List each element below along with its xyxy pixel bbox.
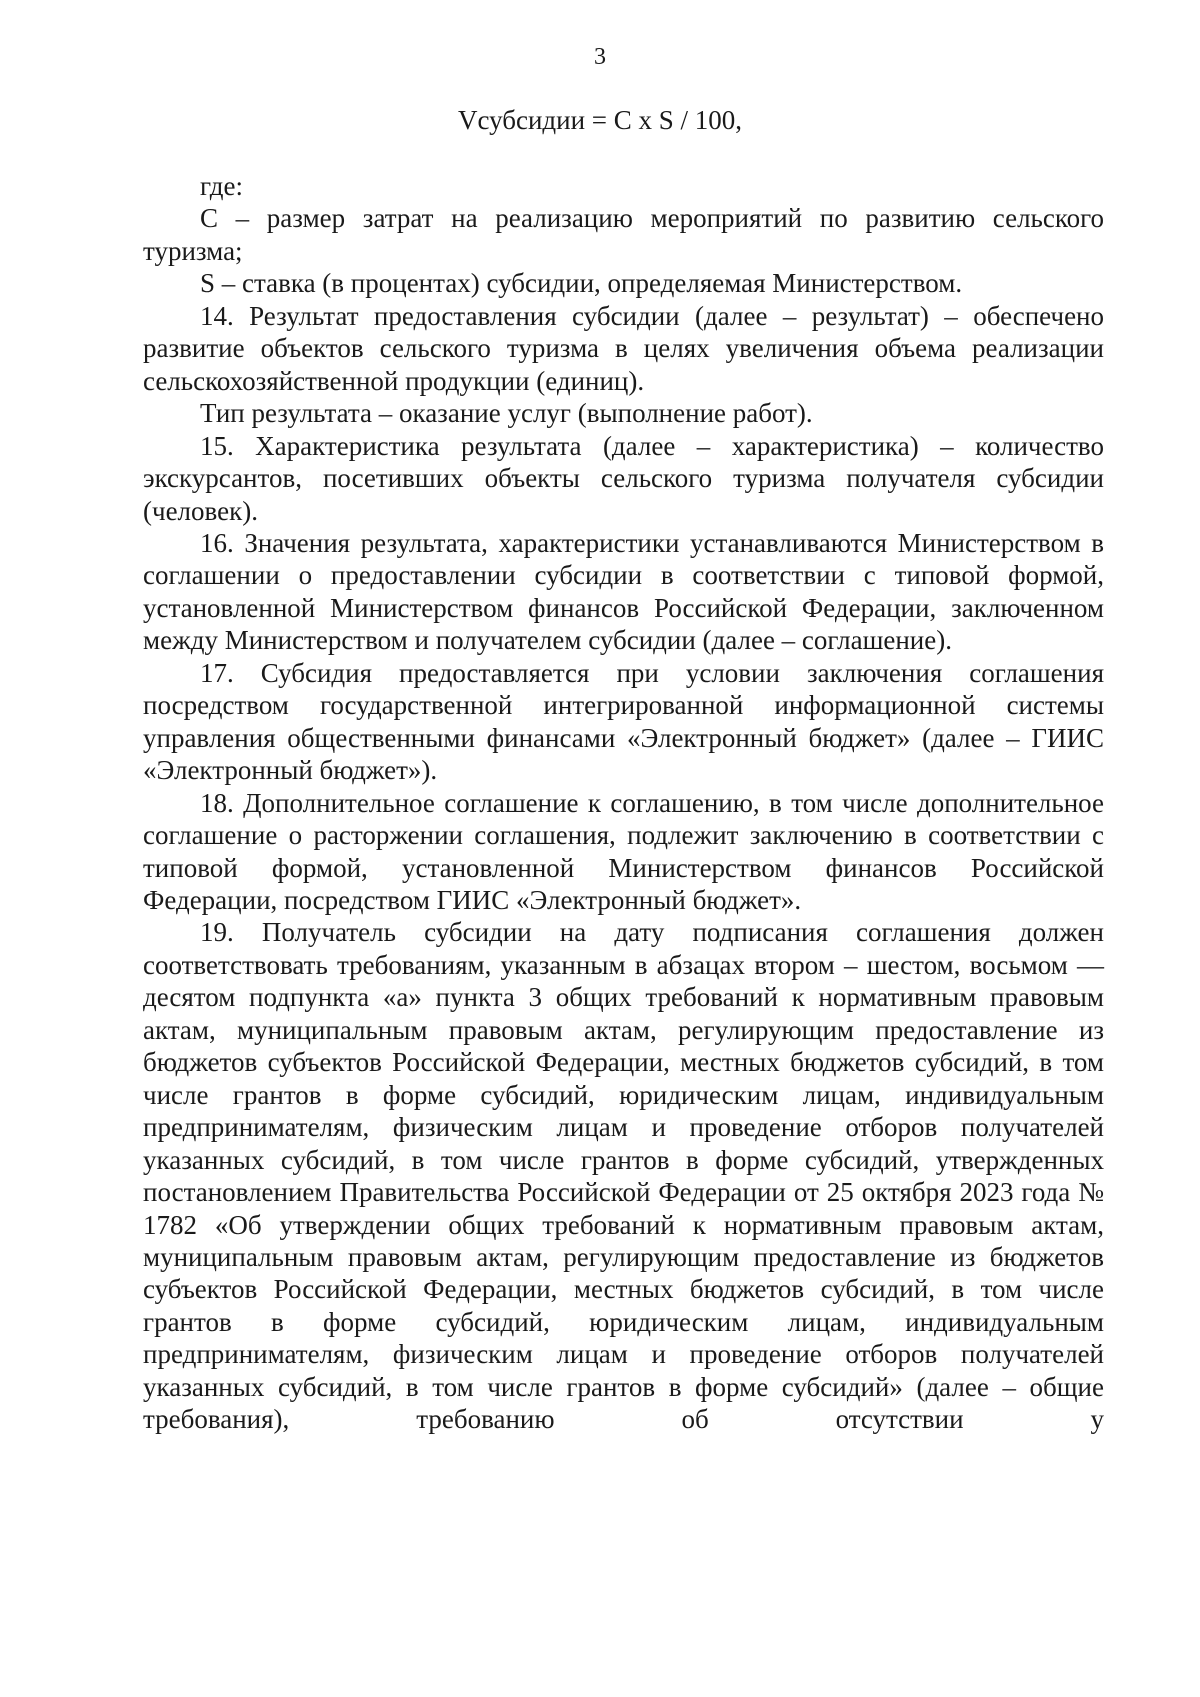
page-number: 3 [594, 44, 606, 70]
paragraph-result-type: Тип результата – оказание услуг (выполнение работ). [200, 398, 813, 429]
paragraph-14: 14. Результат предоставления субсидии (далее – результат) – обеспечено развитие объектов сельского туризма в целях увеличения объема реализации сельскохозяйственной продукции (единиц). [143, 300, 1104, 396]
paragraph-definition-s: S – ставка (в процентах) субсидии, определяемая Министерством. [200, 268, 963, 299]
paragraph-where: где: [200, 171, 243, 201]
document-body [143, 170, 1104, 1436]
paragraph-17: 17. Субсидия предоставляется при условии заключения соглашения посредством государственной интегрированной информационной системы управления общественными финансами «Электронный бюджет» (далее – ГИИС «Электронный бюджет»). [143, 657, 1104, 786]
paragraph-16: 16. Значения результата, характеристики устанавливаются Министерством в соглашении о предоставлении субсидии в соответствии с типовой формой, установленной Министерством финансов Российской Федерации, заключенном между Министерством и получателем субсидии (далее – соглашение). [143, 527, 1104, 656]
paragraph-15: 15. Характеристика результата (далее – характеристика) – количество экскурсантов, посетивших объекты сельского туризма получателя субсидии (человек). [143, 430, 1104, 526]
paragraph-18: 18. Дополнительное соглашение к соглашению, в том числе дополнительное соглашение о расторжении соглашения, подлежит заключению в соответствии с типовой формой, установленной Министерством финансов Российской Федерации, посредством ГИИС «Электронный бюджет». [143, 787, 1104, 915]
subsidy-formula: Vсубсидии = C x S / 100, [457, 105, 743, 135]
paragraph-19: 19. Получатель субсидии на дату подписания соглашения должен соответствовать требованиям, указанным в абзацах втором – шестом, восьмом — десятом подпункта «а» пункта 3 общих требований к нормативным правовым актам, муниципальным правовым актам, регулирующим предоставление из бюджетов субъектов Российской Федерации, местных бюджетов субсидий, в том числе грантов в форме субсидий, юридическим лицам, индивидуальным предпринимателям, физическим лицам и проведение отборов получателей указанных субсидий, в том числе грантов в форме субсидий, утвержденных постановлением Правительства Российской Федерации от 25 октября 2023 года № 1782 «Об утверждении общих требований к нормативным правовым актам, муниципальным правовым актам, регулирующим предоставление из бюджетов субъектов Российской Федерации, местных бюджетов субсидий, в том числе грантов в форме субсидий, юридическим лицам, индивидуальным предпринимателям, физическим лицам и проведение отборов получателей указанных субсидий, в том числе грантов в форме субсидий» (далее – общие требования), требованию об отсутствии у [143, 917, 1104, 1435]
paragraph-definition-c: C – размер затрат на реализацию мероприятий по развитию сельского туризма; [143, 203, 1104, 266]
